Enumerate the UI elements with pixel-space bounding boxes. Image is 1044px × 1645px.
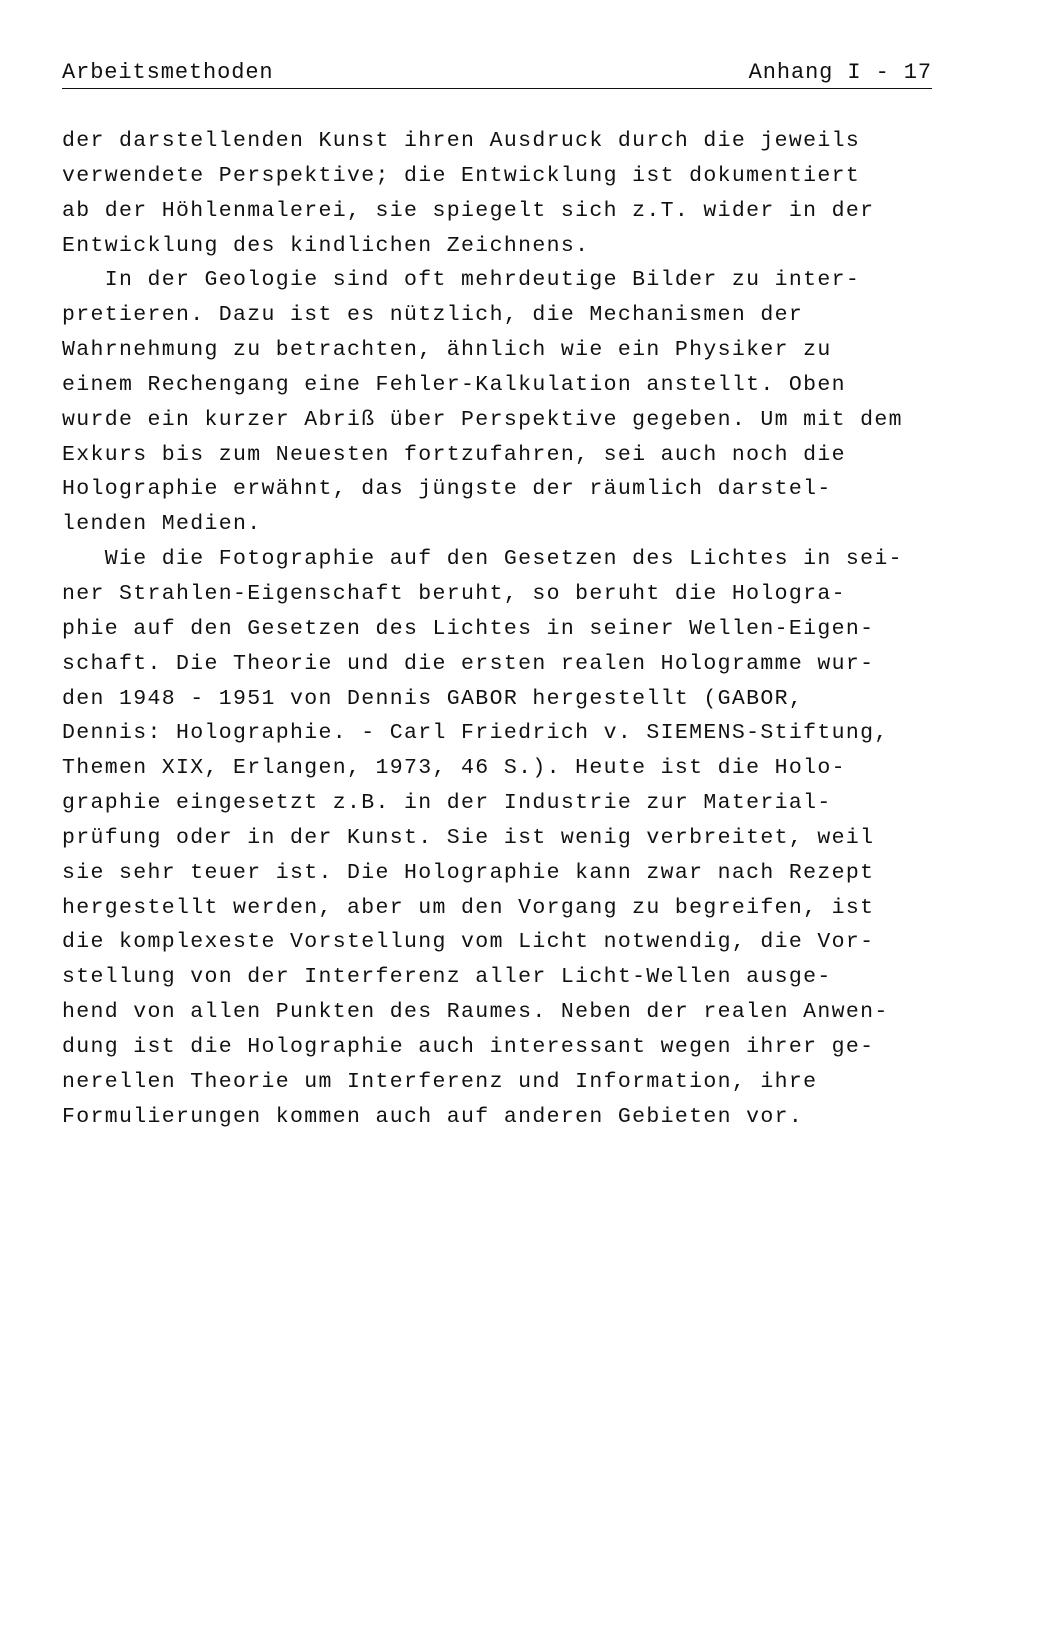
text-line: nerellen Theorie um Interferenz und Information, ihre <box>62 1069 818 1094</box>
paragraph-start-line: In der Geologie sind oft mehrdeutige Bilder zu inter- <box>62 268 861 293</box>
text-line: stellung von der Interferenz aller Licht-Wellen ausge- <box>62 965 832 990</box>
text-line: ab der Höhlenmalerei, sie spiegelt sich z.T. wider in der <box>62 198 875 223</box>
text-line: wurde ein kurzer Abriß über Perspektive gegeben. Um mit dem <box>62 407 903 432</box>
text-line: ner Strahlen-Eigenschaft beruht, so beruht die Hologra- <box>62 581 846 606</box>
text-line: verwendete Perspektive; die Entwicklung ist dokumentiert <box>62 163 861 188</box>
text-line: hergestellt werden, aber um den Vorgang zu begreifen, ist <box>62 895 875 920</box>
text-line: der darstellenden Kunst ihren Ausdruck durch die jeweils <box>62 129 861 153</box>
text-line: pretieren. Dazu ist es nützlich, die Mechanismen der <box>62 303 804 328</box>
text-line: Exkurs bis zum Neuesten fortzufahren, sei auch noch die <box>62 442 846 467</box>
text-line: phie auf den Gesetzen des Lichtes in seiner Wellen-Eigen- <box>62 616 875 641</box>
text-line: Wahrnehmung zu betrachten, ähnlich wie ein Physiker zu <box>62 338 832 363</box>
text-line: den 1948 - 1951 von Dennis GABOR hergestellt (GABOR, <box>62 686 804 711</box>
text-line: sie sehr teuer ist. Die Holographie kann zwar nach Rezept <box>62 860 875 885</box>
text-line: schaft. Die Theorie und die ersten realen Hologramme wur- <box>62 651 875 676</box>
text-line: lenden Medien. <box>62 512 262 537</box>
header-section-title: Arbeitsmethoden <box>62 60 274 85</box>
paragraph-start-line: Wie die Fotographie auf den Gesetzen des Lichtes in sei- <box>62 547 903 572</box>
text-line: dung ist die Holographie auch interessant wegen ihrer ge- <box>62 1034 875 1059</box>
text-line: Dennis: Holographie. - Carl Friedrich v. SIEMENS-Stiftung, <box>62 721 889 746</box>
text-line: prüfung oder in der Kunst. Sie ist wenig verbreitet, weil <box>62 825 875 850</box>
text-line: einem Rechengang eine Fehler-Kalkulation anstellt. Oben <box>62 372 846 397</box>
text-line: Themen XIX, Erlangen, 1973, 46 S.). Heute ist die Holo- <box>62 756 846 781</box>
text-line: die komplexeste Vorstellung vom Licht notwendig, die Vor- <box>62 930 875 955</box>
text-line: Holographie erwähnt, das jüngste der räumlich darstel- <box>62 477 832 502</box>
body-text <box>62 124 962 1134</box>
text-line: hend von allen Punkten des Raumes. Neben der realen Anwen- <box>62 1000 889 1025</box>
running-header <box>62 60 932 89</box>
text-line: graphie eingesetzt z.B. in der Industrie zur Material- <box>62 791 832 816</box>
text-line: Formulierungen kommen auch auf anderen Gebieten vor. <box>62 1104 804 1129</box>
header-page-number: Anhang I - 17 <box>748 60 932 85</box>
text-line: Entwicklung des kindlichen Zeichnens. <box>62 233 590 258</box>
